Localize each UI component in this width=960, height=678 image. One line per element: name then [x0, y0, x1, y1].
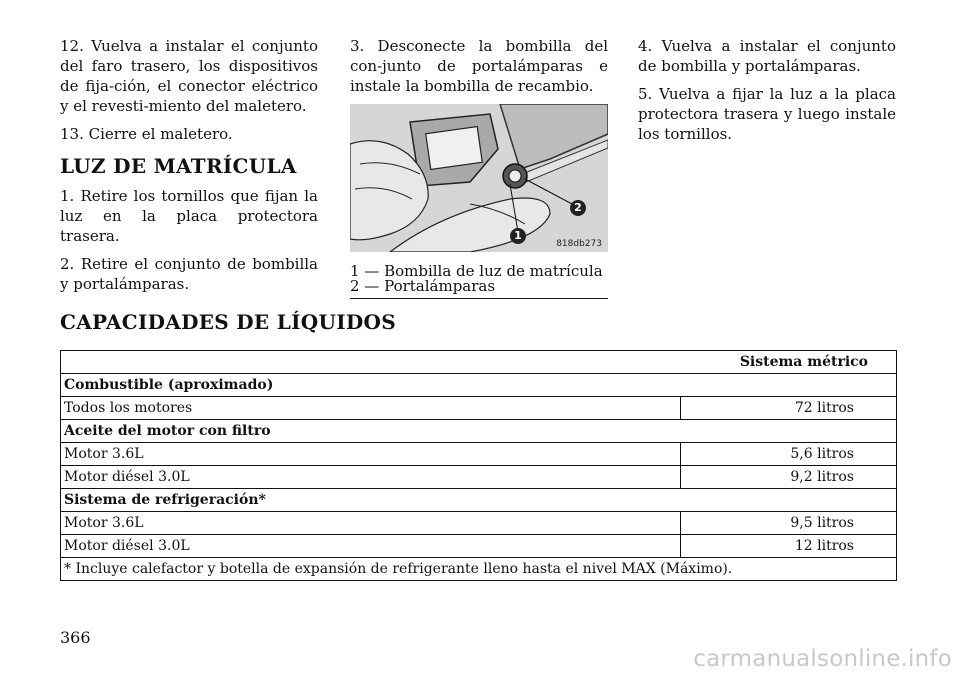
table-row [61, 535, 897, 558]
callout-2: 2 [570, 200, 586, 216]
row-label: Motor diésel 3.0L [61, 466, 681, 489]
page-number: 366 [60, 628, 91, 647]
metric-system-header: Sistema métrico [61, 351, 897, 374]
figure-code: 818db273 [556, 239, 602, 249]
callout-1: 1 [510, 228, 526, 244]
step-12-text: 12. Vuelva a instalar el conjunto del faro trasero, los dispositivos de fija-ción, el conector eléctrico y el revesti-miento del maletero. [60, 37, 318, 115]
step-13-text: 13. Cierre el maletero. [60, 125, 233, 143]
fluid-capacities-table [60, 350, 897, 581]
row-value: 9,5 litros [681, 512, 897, 535]
group-label: Combustible (aproximado) [61, 374, 897, 397]
left-column [60, 36, 318, 302]
step-3-text: 3. Desconecte la bombilla del con-junto de portalámparas e instale la bombilla de recambio. [350, 37, 608, 95]
table-row [61, 420, 897, 443]
table-row [61, 397, 897, 420]
table-row [61, 489, 897, 512]
table-row [61, 374, 897, 397]
illustration-drawing [350, 104, 608, 252]
step-5-text: 5. Vuelva a fijar la luz a la placa protectora trasera y luego instale los tornillos. [638, 85, 896, 143]
license-light-heading: LUZ DE MATRÍCULA [60, 154, 297, 178]
fluid-capacities-heading: CAPACIDADES DE LÍQUIDOS [60, 310, 396, 334]
caption-line-2: 2 — Portalámparas [350, 277, 496, 295]
middle-column [350, 36, 608, 299]
watermark: carmanualsonline.info [693, 646, 952, 672]
bulb-replacement-illustration [350, 104, 608, 252]
group-label: Aceite del motor con filtro [61, 420, 897, 443]
right-column [638, 36, 896, 152]
footnote-text: * Incluye calefactor y botella de expansión de refrigerante lleno hasta el nivel MAX (Máximo). [61, 558, 897, 581]
row-label: Motor diésel 3.0L [61, 535, 681, 558]
row-label: Motor 3.6L [61, 443, 681, 466]
row-label: Todos los motores [61, 397, 681, 420]
row-label: Motor 3.6L [61, 512, 681, 535]
row-value: 5,6 litros [681, 443, 897, 466]
table-row [61, 466, 897, 489]
table-header-row [61, 351, 897, 374]
step-2-text: 2. Retire el conjunto de bombilla y portalámparas. [60, 255, 318, 293]
step-1-text: 1. Retire los tornillos que fijan la luz en la placa protectora trasera. [60, 187, 318, 245]
caption-line-1: 1 — Bombilla de luz de matrícula [350, 262, 603, 280]
table-footnote-row [61, 558, 897, 581]
row-value: 72 litros [681, 397, 897, 420]
row-value: 9,2 litros [681, 466, 897, 489]
figure-caption [350, 264, 608, 299]
group-label: Sistema de refrigeración* [61, 489, 897, 512]
step-4-text: 4. Vuelva a instalar el conjunto de bombilla y portalámparas. [638, 37, 896, 75]
row-value: 12 litros [681, 535, 897, 558]
table-row [61, 443, 897, 466]
table-row [61, 512, 897, 535]
